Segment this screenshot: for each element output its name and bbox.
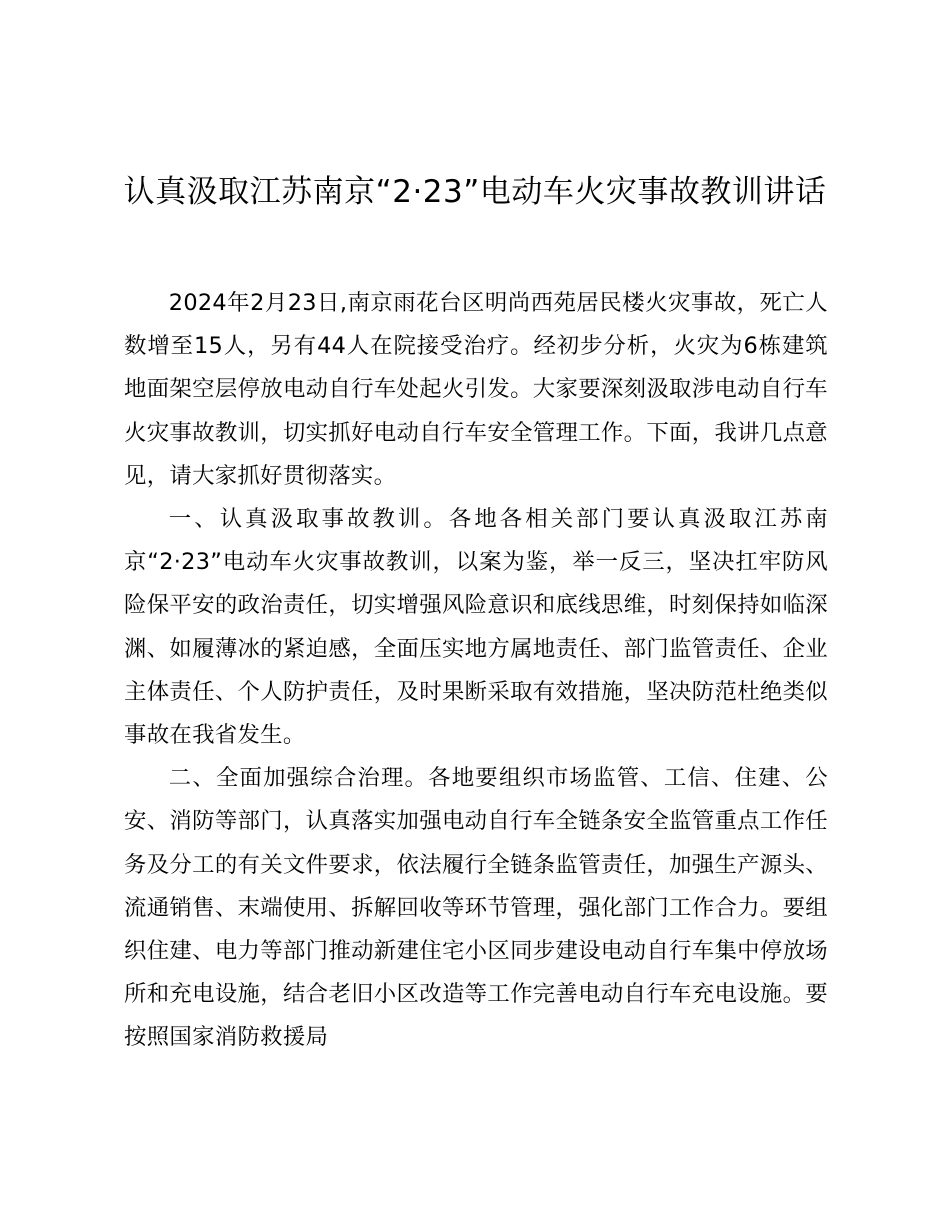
section-one-paragraph: 一、认真汲取事故教训。各地各相关部门要认真汲取江苏南京“2·23”电动车火灾事故教训，以案为鉴，举一反三，坚决扛牢防风险保平安的政治责任，切实增强风险意识和底线思维，时刻保持如临深渊、如履薄冰的紧迫感，全面压实地方属地责任、部门监管责任、企业主体责任、个人防护责任，及时果断采取有效措施，坚决防范杜绝类似事故在我省发生。 [124, 506, 828, 749]
document-body [124, 282, 828, 1060]
section-two-paragraph: 二、全面加强综合治理。各地要组织市场监管、工信、住建、公安、消防等部门，认真落实加强电动自行车全链条安全监管重点工作任务及分工的有关文件要求，依法履行全链条监管责任，加强生产源头、流通销售、末端使用、拆解回收等环节管理，强化部门工作合力。要组织住建、电力等部门推动新建住宅小区同步建设电动自行车集中停放场所和充电设施，结合老旧小区改造等工作完善电动自行车充电设施。要按照国家消防救援局 [124, 765, 828, 1051]
intro-paragraph: 2024年2月23日,南京雨花台区明尚西苑居民楼火灾事故，死亡人数增至15人，另有44人在院接受治疗。经初步分析，火灾为6栋建筑地面架空层停放电动自行车处起火引发。大家要深刻汲取涉电动自行车火灾事故教训，切实抓好电动自行车安全管理工作。下面，我讲几点意见，请大家抓好贯彻落实。 [124, 290, 828, 489]
document-title: 认真汲取江苏南京“2·23”电动车火灾事故教训讲话 [123, 174, 827, 210]
